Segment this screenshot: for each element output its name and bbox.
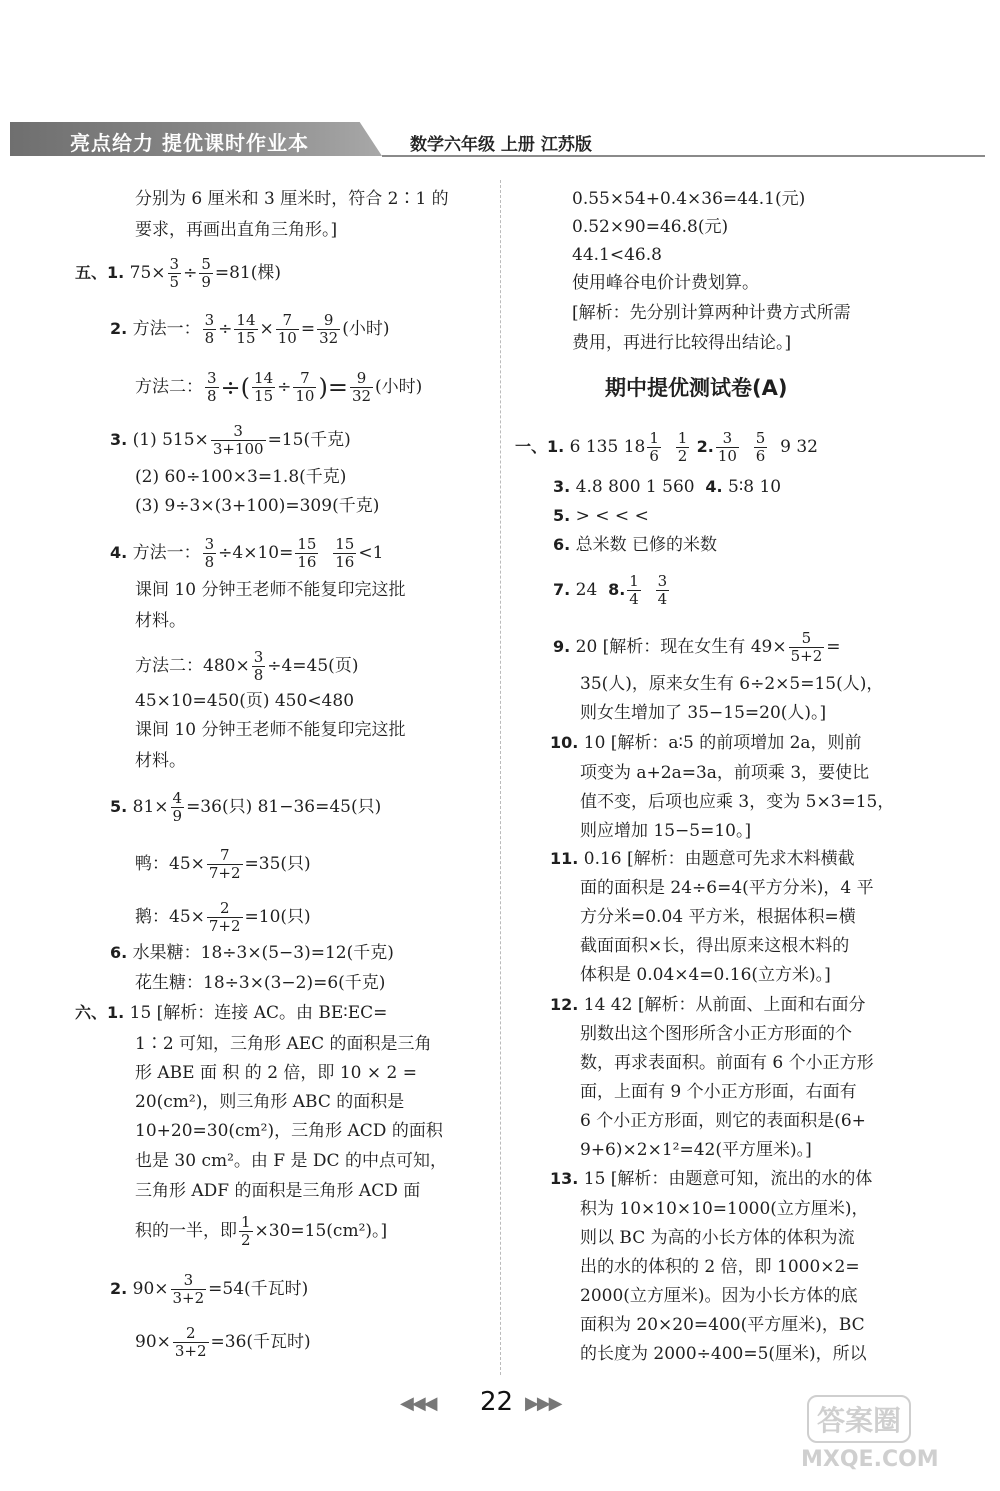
text-line: 体积是 0.04×4=0.16(立方米)。]: [580, 965, 831, 985]
section-title: 期中提优测试卷(A): [605, 376, 788, 400]
answer-6-2-b: 90× $\frac{2}{3+2}$ =36(千瓦时): [135, 1324, 311, 1360]
header-rule: [382, 155, 985, 157]
text-line: 积为 10×10×10=1000(立方厘米)，: [580, 1199, 869, 1219]
text-line: 2000(立方厘米)。因为小长方体的底: [580, 1286, 858, 1306]
answer-5-2-method2: 方法二： $\frac{3}{8}$ ÷( $\frac{14}{15}$ ÷ $\frac{7}{10}$ )= $\frac{9}{32}$ (小时): [135, 369, 423, 405]
text-line: 6 个小正方形面，则它的表面积是(6+: [580, 1111, 866, 1131]
answer-a-7-8: 7. 24 8. $\frac{1}{4}$ $\frac{3}{4}$: [553, 572, 668, 608]
answer-6-2-a: 2. 90× $\frac{3}{3+2}$ =54(千瓦时): [110, 1271, 309, 1307]
answer-6-1: 六、1. 15 [解析：连接 AC。由 BE∶EC=: [75, 1003, 388, 1023]
next-arrows-icon: ▶▶▶: [525, 1393, 561, 1414]
text-line: 35(人)，原来女生有 6÷2×5=15(人)，: [580, 674, 884, 694]
text-line: 10+20=30(cm²)，三角形 ACD 的面积: [135, 1121, 443, 1141]
answer-a-6: 6. 总米数 已修的米数: [553, 535, 718, 555]
column-divider: [500, 180, 501, 1375]
page-footer: [400, 1385, 600, 1425]
answer-5-5-goose: 鹅：45× $\frac{2}{7+2}$ =10(只): [135, 899, 311, 935]
text-line: 材料。: [135, 611, 186, 631]
answer-a-9: 9. 20 [解析：现在女生有 49× $\frac{5}{5+2}$ =: [553, 629, 841, 665]
answer-5-3-2: (2) 60÷100×3=1.8(千克): [135, 467, 347, 487]
text-line: 44.1<46.8: [572, 245, 662, 265]
text-line: 20(cm²)，则三角形 ABC 的面积是: [135, 1092, 405, 1112]
text-line: 项变为 a+2a=3a，前项乘 3，要使比: [580, 763, 870, 783]
answer-5-4-method2: 方法二：480× $\frac{3}{8}$ ÷4=45(页): [135, 648, 359, 684]
watermark-box: 答案圈: [807, 1395, 911, 1443]
text-line: 材料。: [135, 751, 186, 771]
text-line: 则女生增加了 35−15=20(人)。]: [580, 703, 827, 723]
book-subject: 数学六年级 上册 江苏版: [410, 135, 592, 155]
answer-a-3-4: 3. 4.8 800 1 560 4. 5∶8 10: [553, 477, 782, 497]
text-line: 分别为 6 厘米和 3 厘米时，符合 2∶1 的: [135, 189, 449, 209]
text-line: 三角形 ADF 的面积是三角形 ACD 面: [135, 1181, 421, 1201]
text-line: 值不变，后项也应乘 3，变为 5×3=15，: [580, 792, 895, 812]
text-line: 45×10=450(页) 450<480: [135, 691, 355, 711]
answer-5-2-method1: 2. 方法一： $\frac{3}{8}$ ÷ $\frac{14}{15}$ × $\frac{7}{10}$ = $\frac{9}{32}$ (小时): [110, 311, 390, 347]
text-line: 0.55×54+0.4×36=44.1(元): [572, 189, 806, 209]
item-label: 五、1.: [75, 263, 125, 282]
answer-a-1: 一、1. 6 135 18 $\frac{1}{6}$ $\frac{1}{2}$ 2. $\frac{3}{10}$ $\frac{5}{6}$ 9 32: [515, 429, 818, 465]
answer-a-5: 5. > < < <: [553, 506, 649, 526]
answer-a-11: 11. 0.16 [解析：由题意可先求木料横截: [550, 849, 855, 869]
answer-5-1: 五、1. 75× $\frac{3}{5}$ ÷ $\frac{5}{9}$ =81(棵): [75, 255, 281, 291]
text-line: 0.52×90=46.8(元): [572, 217, 729, 237]
text-line: 形 ABE 面 积 的 2 倍，即 10 × 2 =: [135, 1063, 417, 1083]
text-line: 9+6)×2×1²=42(平方厘米)。]: [580, 1140, 812, 1160]
text-line: 出的水的体积的 2 倍，即 1000×2=: [580, 1257, 860, 1277]
text-line: 别数出这个图形所含小正方形面的个: [580, 1024, 852, 1044]
answer-a-13: 13. 15 [解析：由题意可知，流出的水的体: [550, 1169, 873, 1189]
answer-5-5-duck: 鸭：45× $\frac{7}{7+2}$ =35(只): [135, 846, 311, 882]
text-line: 费用，再进行比较得出结论。]: [572, 333, 792, 353]
prev-arrows-icon: ◀◀◀: [400, 1393, 436, 1414]
book-title: 亮点给力 提优课时作业本: [70, 131, 309, 155]
answer-a-10: 10. 10 [解析：a∶5 的前项增加 2a，则前: [550, 733, 862, 753]
text-line: 也是 30 cm²。由 F 是 DC 的中点可知，: [135, 1151, 447, 1171]
text-line: 课间 10 分钟王老师不能复印完这批: [135, 580, 406, 600]
text-line: 花生糖：18÷3×(3−2)=6(千克): [135, 973, 386, 993]
text-line: 面的面积是 24÷6=4(平方分米)，4 平: [580, 878, 874, 898]
text-line: [解析：先分别计算两种计费方式所需: [572, 303, 851, 323]
text-line: 课间 10 分钟王老师不能复印完这批: [135, 720, 406, 740]
answer-5-3-1: 3. (1) 515× $\frac{3}{3+100}$ =15(千克): [110, 422, 351, 458]
text-line: 要求，再画出直角三角形。]: [135, 220, 338, 240]
text-line: 截面面积×长，得出原来这根木料的: [580, 936, 850, 956]
text-line: 面，上面有 9 个小正方形面，右面有: [580, 1082, 857, 1102]
answer-5-5: 5. 81× $\frac{4}{9}$ =36(只) 81−36=45(只): [110, 789, 382, 825]
page-number: 22: [480, 1387, 514, 1417]
answer-a-12: 12. 14 42 [解析：从前面、上面和右面分: [550, 995, 866, 1015]
answer-5-6: 6. 水果糖：18÷3×(5−3)=12(千克): [110, 943, 394, 963]
text-line: 则以 BC 为高的小长方体的体积为流: [580, 1228, 855, 1248]
text-line: 则应增加 15−5=10。]: [580, 821, 752, 841]
text-line: 积的一半，即 $\frac{1}{2}$ ×30=15(cm²)。]: [135, 1213, 388, 1249]
text-line: 1∶2 可知，三角形 AEC 的面积是三角: [135, 1034, 432, 1054]
answer-5-3-3: (3) 9÷3×(3+100)=309(千克): [135, 496, 380, 516]
text-line: 面积为 20×20=400(平方厘米)，BC: [580, 1315, 865, 1335]
page-header: [10, 118, 985, 156]
watermark-logo: [795, 1395, 975, 1480]
text-line: 方分米=0.04 平方米，根据体积=横: [580, 907, 856, 927]
text-line: 的长度为 2000÷400=5(厘米)，所以: [580, 1344, 867, 1364]
text-line: 使用峰谷电价计费划算。: [572, 273, 759, 293]
text-line: 数，再求表面积。前面有 6 个小正方形: [580, 1053, 874, 1073]
watermark-url: MXQE.COM: [801, 1447, 939, 1472]
answer-5-4-method1: 4. 方法一： $\frac{3}{8}$ ÷4×10= $\frac{15}{16}$ $\frac{15}{16}$ <1: [110, 535, 384, 571]
